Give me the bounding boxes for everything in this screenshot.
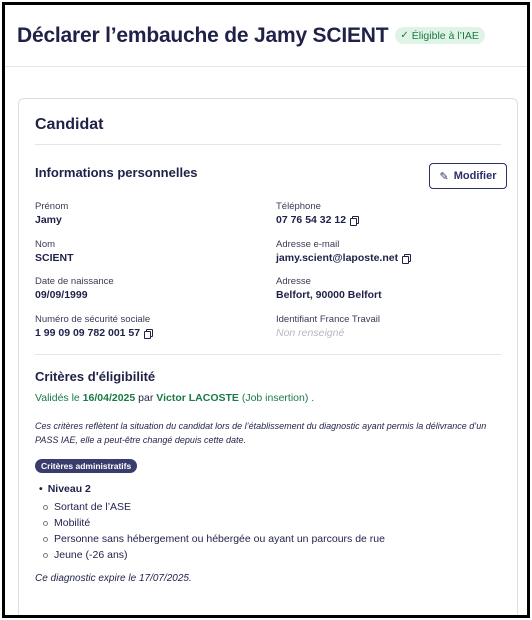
bullet-icon bbox=[43, 521, 48, 526]
criterion-text: Personne sans hébergement ou hébergée ou ayant un parcours de rue bbox=[54, 533, 385, 545]
modify-button[interactable] bbox=[429, 163, 507, 189]
field-adresse bbox=[276, 275, 382, 302]
field-value: SCIENT bbox=[35, 252, 74, 264]
page-header bbox=[5, 5, 527, 67]
bullet-icon bbox=[43, 537, 48, 542]
eligibility-note: Ces critères reflètent la situation du candidat lors de l’établissement du diagnostic ayant permis la délivrance d’un PASS IAE, elle a peut-être changé depuis cette date. bbox=[35, 421, 487, 445]
page-title: Déclarer l’embauche de Jamy SCIENT bbox=[17, 23, 389, 47]
field-nss bbox=[35, 313, 152, 340]
field-value: Jamy bbox=[35, 214, 62, 226]
copy-icon[interactable] bbox=[350, 216, 358, 225]
personal-info-title: Informations personnelles bbox=[35, 165, 198, 180]
candidate-card bbox=[18, 98, 518, 618]
divider bbox=[35, 144, 501, 145]
list-item bbox=[43, 499, 385, 515]
field-label: Identifiant France Travail bbox=[276, 314, 381, 325]
field-value-row bbox=[276, 251, 410, 265]
validated-date: 16/04/2025 bbox=[82, 392, 136, 404]
eligibility-title: Critères d'éligibilité bbox=[35, 369, 156, 384]
level-title: • Niveau 2 bbox=[39, 483, 91, 495]
list-item bbox=[43, 515, 385, 531]
field-email bbox=[276, 238, 410, 265]
bullet-icon bbox=[43, 505, 48, 510]
field-nom bbox=[35, 238, 74, 265]
validator-name: Victor LACOSTE bbox=[156, 392, 239, 404]
validated-prefix: Validés le bbox=[35, 392, 83, 404]
modify-button-label: Modifier bbox=[453, 170, 497, 182]
page-frame bbox=[2, 2, 530, 618]
field-ft-id bbox=[276, 313, 380, 340]
field-naissance bbox=[35, 275, 114, 302]
diagnostic-expiry: Ce diagnostic expire le 17/07/2025. bbox=[35, 573, 192, 584]
field-label: Date de naissance bbox=[35, 276, 114, 287]
eligibility-badge-label: Éligible à l’IAE bbox=[411, 29, 479, 42]
field-value-row bbox=[276, 213, 358, 227]
field-label: Numéro de sécurité sociale bbox=[35, 314, 151, 325]
field-label: Adresse bbox=[276, 276, 311, 287]
eligibility-badge bbox=[395, 27, 485, 44]
telephone-value: 07 76 54 32 12 bbox=[276, 214, 347, 226]
bullet-icon bbox=[43, 553, 48, 558]
check-icon: ✓ bbox=[400, 30, 409, 41]
divider bbox=[35, 354, 501, 355]
field-label: Adresse e-mail bbox=[276, 239, 340, 250]
field-value: Non renseigné bbox=[276, 327, 345, 339]
list-item bbox=[43, 531, 385, 547]
field-label: Téléphone bbox=[276, 201, 321, 212]
criterion-text: Sortant de l’ASE bbox=[54, 501, 132, 513]
field-value-row bbox=[35, 326, 152, 340]
field-telephone bbox=[276, 200, 358, 227]
nss-value: 1 99 09 09 782 001 57 bbox=[35, 327, 141, 339]
validated-by: par bbox=[135, 392, 157, 404]
email-value: jamy.scient@laposte.net bbox=[276, 252, 399, 264]
field-prenom bbox=[35, 200, 68, 227]
criterion-text: Mobilité bbox=[54, 517, 91, 529]
copy-icon[interactable] bbox=[144, 329, 152, 338]
copy-icon[interactable] bbox=[402, 254, 410, 263]
validation-line bbox=[35, 392, 314, 404]
field-value: 09/09/1999 bbox=[35, 289, 88, 301]
field-value: Belfort, 90000 Belfort bbox=[276, 289, 382, 301]
validator-org: (Job insertion) . bbox=[238, 392, 315, 404]
field-label: Prénom bbox=[35, 201, 69, 212]
admin-criteria-pill: Critères administratifs bbox=[35, 459, 137, 473]
field-label: Nom bbox=[35, 239, 56, 250]
pencil-icon: ✎ bbox=[439, 170, 449, 183]
criteria-list bbox=[43, 499, 385, 563]
card-title: Candidat bbox=[35, 116, 104, 133]
list-item bbox=[43, 547, 385, 563]
criterion-text: Jeune (-26 ans) bbox=[54, 549, 128, 561]
